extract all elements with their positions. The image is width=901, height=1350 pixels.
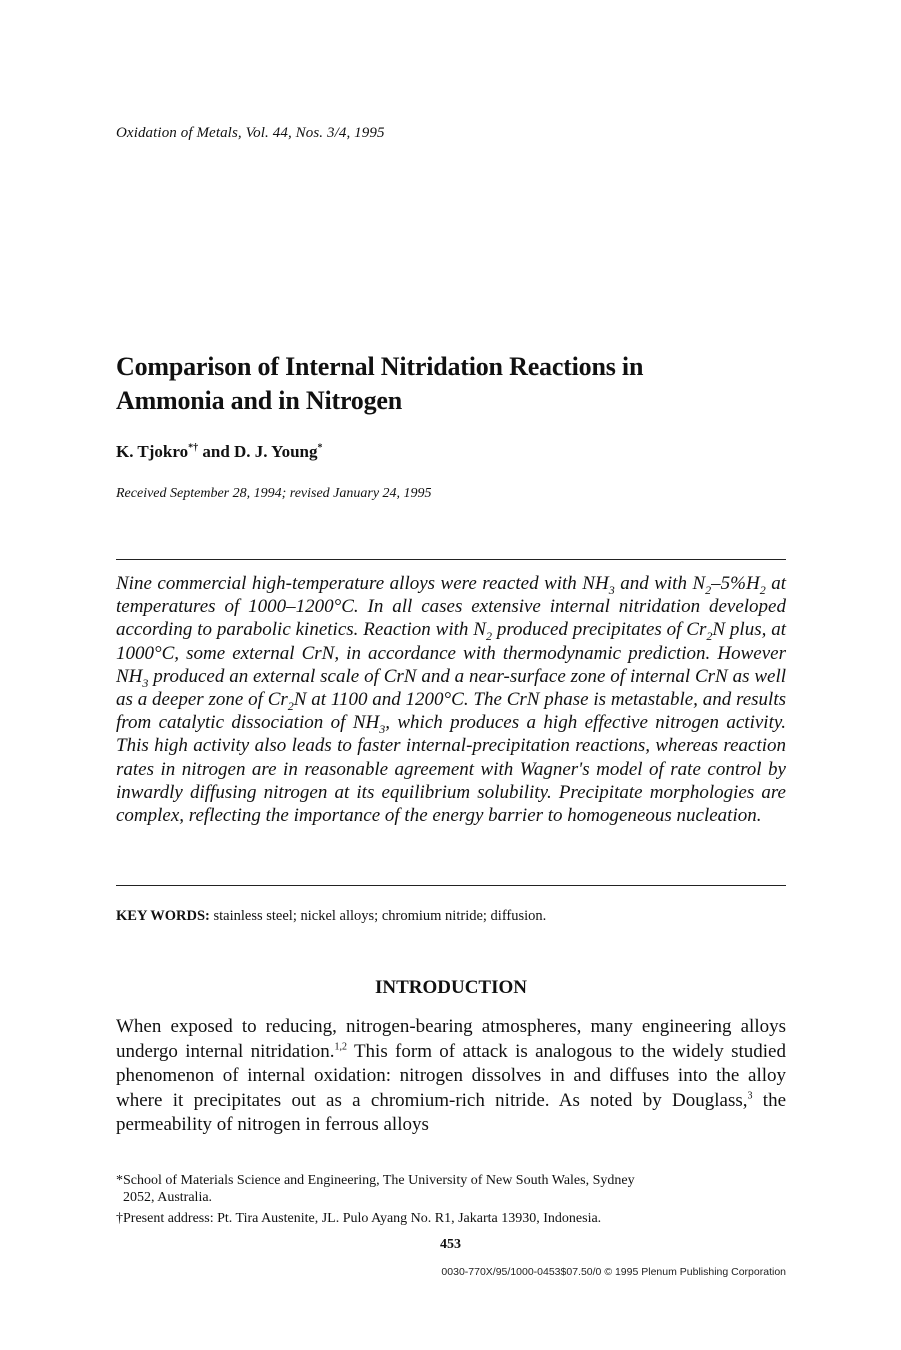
- author-1-affiliation-marks: *†: [188, 442, 199, 454]
- author-2-affiliation-marks: *: [317, 442, 323, 454]
- received-dates: Received September 28, 1994; revised January 24, 1995: [116, 486, 432, 501]
- citation-ref: 1,2: [334, 1041, 347, 1053]
- page-number: 453: [440, 1237, 461, 1252]
- author-1: K. Tjokro: [116, 442, 189, 461]
- keywords-label: KEY WORDS:: [116, 908, 210, 924]
- abstract-top-rule: [116, 559, 786, 560]
- footnote-present-address: †Present address: Pt. Tira Austenite, JL. Pulo Ayang No. R1, Jakarta 13930, Indonesia.: [116, 1211, 602, 1226]
- abstract-text: Nine commercial high-temperature alloys were reacted with $NH_3$ and with $N_2-5\%H_2$ at temperatures of 1000–1200°C. In all cases extensive internal nitridation developed according to parabolic kinetics. Reaction with $N_2$ produced precipitates of $Cr_2N$ plus, at 1000°C, some external CrN, in accordance with thermodynamic prediction. However $NH_3$ produced an external scale of CrN and a near-surface zone of internal CrN as well as a deeper zone of $Cr_2N$ at 1100 and 1200°C. The CrN phase is metastable, and results from catalytic dissociation of $NH_3$, which produces a high effective nitrogen activity. This high activity also leads to faster internal-precipitation reactions, whereas reaction rates in nitrogen are in reasonable agreement with Wagner's model of rate control by inwardly diffusing nitrogen at its equilibrium solubility. Precipitate morphologies are complex, reflecting the importance of the energy barrier to homogeneous nucleation.: [116, 573, 787, 827]
- article-title: Comparison of Internal Nitridation Reactions in Ammonia and in Nitrogen: [116, 352, 644, 415]
- author-2: D. J. Young: [234, 442, 318, 461]
- footnote-affiliation: *School of Materials Science and Engineering, The University of New South Wales, Sydney 2052, Australia.: [116, 1173, 635, 1205]
- author-join: and: [198, 442, 235, 461]
- abstract-bottom-rule: [116, 885, 786, 886]
- author-line: [116, 442, 322, 462]
- journal-citation: Oxidation of Metals, Vol. 44, Nos. 3/4, 1995: [116, 125, 385, 141]
- keywords: [116, 908, 786, 925]
- abstract: [116, 572, 786, 827]
- citation-ref: 3: [747, 1090, 753, 1102]
- introduction-paragraph: When exposed to reducing, nitrogen-bearing atmospheres, many engineering alloys undergo internal nitridation.$^{1,2}$ This form of attack is analogous to the widely studied phenomenon of internal oxidation: nitrogen dissolves in and diffuses into the alloy where it precipitates out as a chromium-rich nitride. As noted by Douglass,$^3$ the permeability of nitrogen in ferrous alloys: [116, 1016, 786, 1136]
- copyright-line: 0030-770X/95/1000-0453$07.50/0 © 1995 Plenum Publishing Corporation: [441, 1266, 786, 1278]
- introduction-body: [116, 1015, 786, 1138]
- keywords-text: stainless steel; nickel alloys; chromium nitride; diffusion.: [209, 908, 547, 924]
- section-heading-introduction: INTRODUCTION: [374, 977, 528, 998]
